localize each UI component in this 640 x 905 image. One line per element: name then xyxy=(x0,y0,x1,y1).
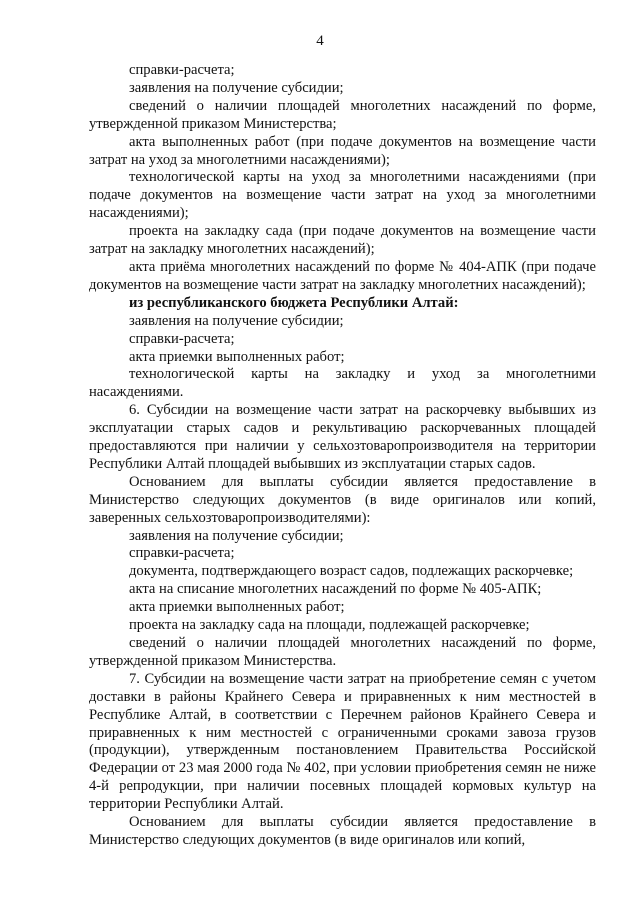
paragraph: проекта на закладку сада на площади, подлежащей раскорчевке; xyxy=(129,617,530,634)
paragraph: акта приёма многолетних насаждений по форме № 404-АПК (при подаче документов на возмещение части затрат на закладку многолетних насаждений); xyxy=(89,258,596,293)
page-number: 4 xyxy=(316,33,324,49)
paragraph: сведений о наличии площадей многолетних насаждений по форме, утвержденной приказом Министерства; xyxy=(89,97,596,132)
paragraph: заявления на получение субсидии; xyxy=(129,312,344,329)
document-body xyxy=(89,62,596,850)
paragraph: 7. Субсидии на возмещение части затрат на приобретение семян с учетом доставки в районы Крайнего Севера и приравненных к ним местностей в Республике Алтай, в соответствии с Перечнем районов Крайнего Севера и приравненных к ним местностей с ограниченными сроками завоза грузов (продукции), утвержденным постановлением Правительства Российской Федерации от 23 мая 2000 года № 402, при условии приобретения семян не ниже 4-й репродукции, при наличии посевных площадей кормовых культур на территории Республики Алтай. xyxy=(89,670,596,813)
paragraph: акта приемки выполненных работ; xyxy=(129,348,345,365)
paragraph: акта выполненных работ (при подаче документов на возмещение части затрат на уход за многолетними насаждениями); xyxy=(89,133,596,168)
paragraph: документа, подтверждающего возраст садов, подлежащих раскорчевке; xyxy=(129,563,574,580)
paragraph: Основанием для выплаты субсидии является предоставление в Министерство следующих документов (в виде оригиналов или копий, xyxy=(89,814,596,848)
paragraph: заявления на получение субсидии; xyxy=(129,527,344,544)
paragraph: справки-расчета; xyxy=(129,545,235,562)
paragraph: акта приемки выполненных работ; xyxy=(129,599,345,616)
paragraph: заявления на получение субсидии; xyxy=(129,79,344,96)
section-heading: из республиканского бюджета Республики Алтай: xyxy=(129,294,459,311)
paragraph: Основанием для выплаты субсидии является предоставление в Министерство следующих документов (в виде оригиналов или копий, заверенных сельхозтоваропроизводителями): xyxy=(89,473,596,526)
paragraph: справки-расчета; xyxy=(129,330,235,347)
paragraph: технологической карты на уход за многолетними насаждениями (при подаче документов на возмещение части затрат на уход за многолетними насаждениями); xyxy=(89,169,596,222)
paragraph: 6. Субсидии на возмещение части затрат на раскорчевку выбывших из эксплуатации старых садов и рекультивацию раскорчеванных площадей предоставляются при наличии у сельхозтоваропроизводителя на территории Республики Алтай площадей выбывших из эксплуатации старых садов. xyxy=(89,402,596,472)
paragraph: сведений о наличии площадей многолетних насаждений по форме, утвержденной приказом Министерства. xyxy=(89,635,596,669)
paragraph: технологической карты на закладку и уход за многолетними насаждениями. xyxy=(89,366,596,401)
paragraph: акта на списание многолетних насаждений по форме № 405-АПК; xyxy=(129,581,542,598)
paragraph: проекта на закладку сада (при подаче документов на возмещение части затрат на закладку многолетних насаждений); xyxy=(89,223,596,258)
paragraph: справки-расчета; xyxy=(129,62,235,78)
